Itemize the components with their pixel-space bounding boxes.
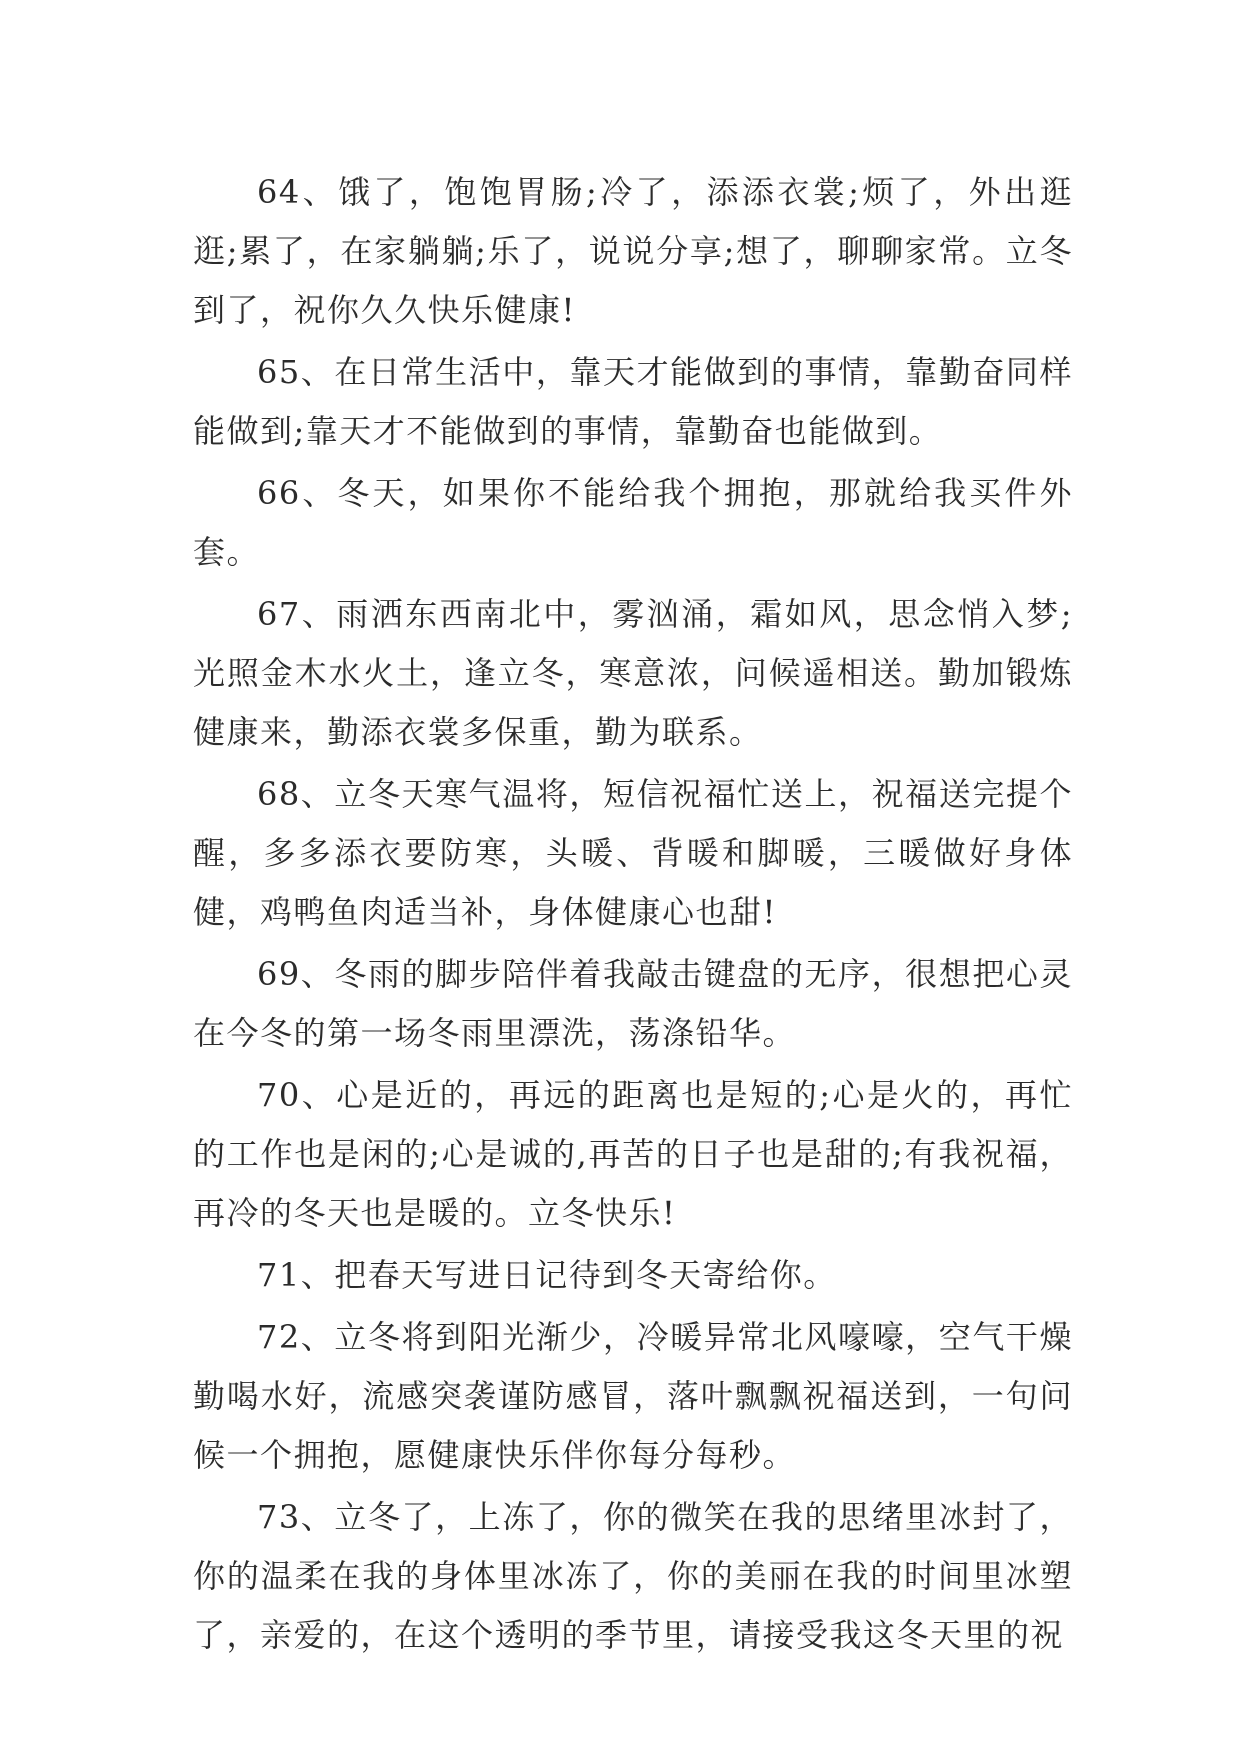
- paragraph-70: 70、心是近的，再远的距离也是短的;心是火的，再忙的工作也是闲的;心是诚的,再苦的日子也是甜的;有我祝福，再冷的冬天也是暖的。立冬快乐!: [193, 1076, 1073, 1232]
- paragraph-71: 71、把春天写进日记待到冬天寄给你。: [257, 1256, 837, 1294]
- paragraph-72: 72、立冬将到阳光渐少，冷暖异常北风嚎嚎，空气干燥勤喝水好，流感突袭谨防感冒，落叶飘飘祝福送到，一句问候一个拥抱，愿健康快乐伴你每分每秒。: [193, 1318, 1073, 1474]
- paragraph-73: 73、立冬了，上冻了，你的微笑在我的思绪里冰封了，你的温柔在我的身体里冰冻了，你的美丽在我的时间里冰塑了，亲爱的，在这个透明的季节里，请接受我这冬天里的祝: [193, 1498, 1073, 1654]
- paragraph-64: 64、饿了，饱饱胃肠;冷了，添添衣裳;烦了，外出逛逛;累了，在家躺躺;乐了，说说分享;想了，聊聊家常。立冬到了，祝你久久快乐健康!: [193, 173, 1073, 329]
- paragraph-69: 69、冬雨的脚步陪伴着我敲击键盘的无序，很想把心灵在今冬的第一场冬雨里漂洗，荡涤铅华。: [193, 955, 1073, 1052]
- paragraph-68: 68、立冬天寒气温将，短信祝福忙送上，祝福送完提个醒，多多添衣要防寒，头暖、背暖和脚暖，三暖做好身体健，鸡鸭鱼肉适当补，身体健康心也甜!: [193, 775, 1073, 931]
- paragraph-67: 67、雨洒东西南北中，雾汹涌，霜如风，思念悄入梦;光照金木水火土，逢立冬，寒意浓，问候遥相送。勤加锻炼健康来，勤添衣裳多保重，勤为联系。: [193, 595, 1073, 751]
- paragraph-66: 66、冬天，如果你不能给我个拥抱，那就给我买件外套。: [193, 474, 1073, 571]
- paragraph-65: 65、在日常生活中，靠天才能做到的事情，靠勤奋同样能做到;靠天才不能做到的事情，靠勤奋也能做到。: [193, 353, 1073, 450]
- document-body: [193, 163, 1073, 1668]
